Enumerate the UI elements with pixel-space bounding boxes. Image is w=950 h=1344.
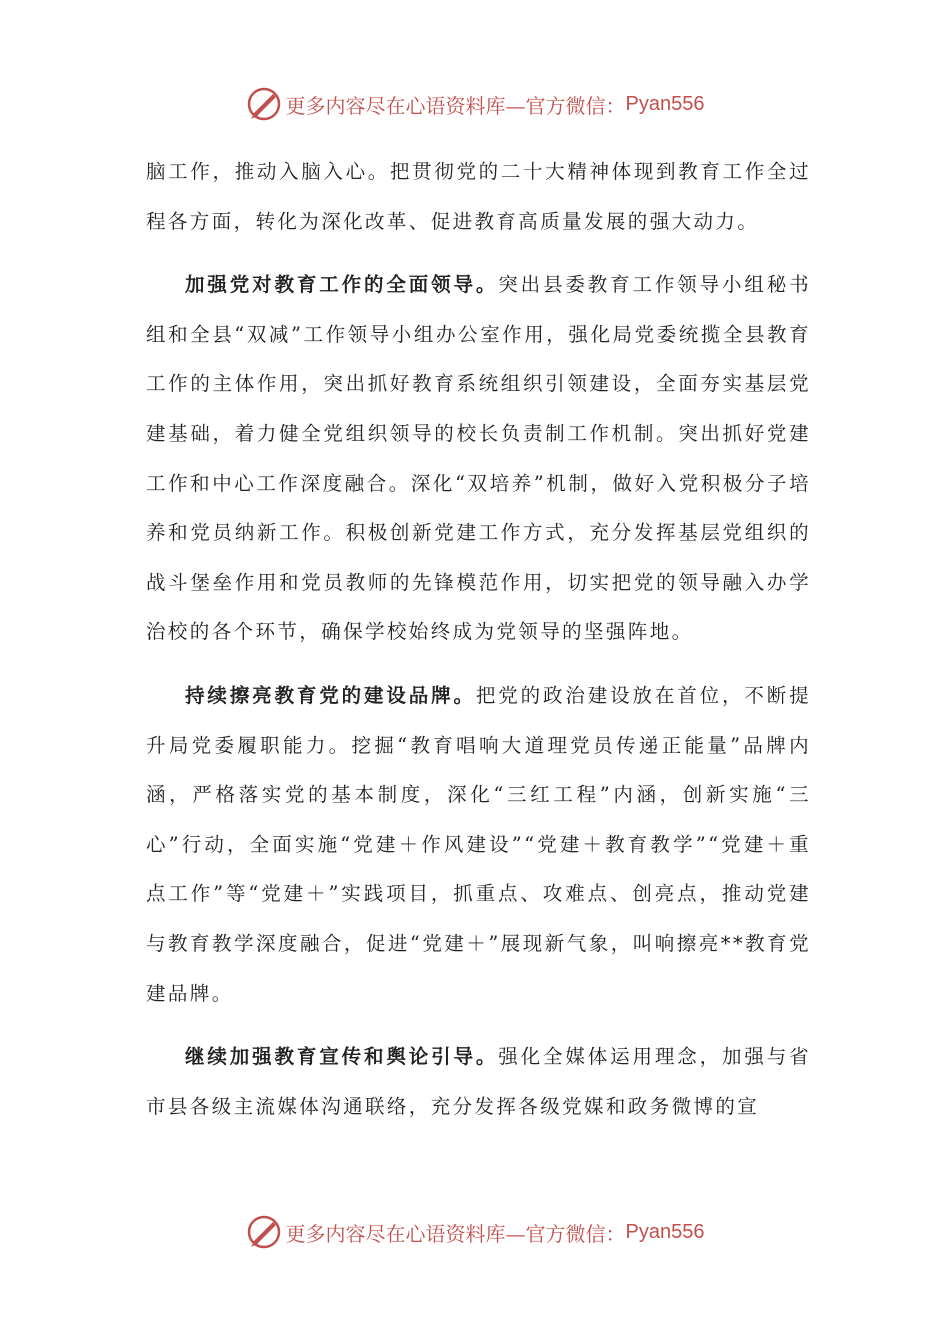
- header-watermark: [0, 84, 950, 124]
- paragraph-text: 脑工作，推动入脑入心。把贯彻党的二十大精神体现到教育工作全过程各方面，转化为深化改革、促进教育高质量发展的强大动力。: [146, 160, 811, 233]
- paragraph-heading: 加强党对教育工作的全面领导。: [185, 273, 499, 297]
- pen-logo-icon: [246, 1214, 282, 1250]
- footer-watermark: [0, 1212, 950, 1252]
- wechat-id: Pyan556: [625, 1220, 705, 1243]
- watermark-text: 更多内容尽在心语资料库—官方微信：: [285, 1221, 626, 1246]
- wechat-id: Pyan556: [625, 92, 705, 115]
- paragraph-4: [146, 1032, 811, 1131]
- paragraph-text: 把党的政治建设放在首位，不断提升局党委履职能力。挖掘“教育唱响大道理党员传递正能量”品牌内涵，严格落实党的基本制度，深化“三红工程”内涵，创新实施“三心”行动，全面实施“党建＋作风建设”“党建＋教育教学”“党建＋重点工作”等“党建＋”实践项目，抓重点、攻难点、创亮点，推动党建与教育教学深度融合，促进“党建＋”展现新气象，叫响擦亮**教育党建品牌。: [146, 683, 811, 1005]
- paragraph-3: [146, 671, 811, 1018]
- watermark-text: 更多内容尽在心语资料库—官方微信：: [285, 93, 626, 118]
- pen-logo-icon: [246, 86, 282, 122]
- paragraph-heading: 持续擦亮教育党的建设品牌。: [185, 683, 476, 707]
- paragraph-text: 突出县委教育工作领导小组秘书组和全县“双减”工作领导小组办公室作用，强化局党委统揽全县教育工作的主体作用，突出抓好教育系统组织引领建设，全面夯实基层党建基础，着力健全党组织领导的校长负责制工作机制。突出抓好党建工作和中心工作深度融合。深化“双培养”机制，做好入党积极分子培养和党员纳新工作。积极创新党建工作方式，充分发挥基层党组织的战斗堡垒作用和党员教师的先锋模范作用，切实把党的领导融入办学治校的各个环节，确保学校始终成为党领导的坚强阵地。: [146, 273, 811, 644]
- paragraph-text: 强化全媒体运用理念，加强与省市县各级主流媒体沟通联络，充分发挥各级党媒和政务微博的宣: [146, 1045, 811, 1118]
- paragraph-heading: 继续加强教育宣传和舆论引导。: [185, 1045, 499, 1069]
- document-body: [146, 147, 811, 1145]
- paragraph-2: [146, 260, 811, 657]
- paragraph-1: [146, 147, 811, 246]
